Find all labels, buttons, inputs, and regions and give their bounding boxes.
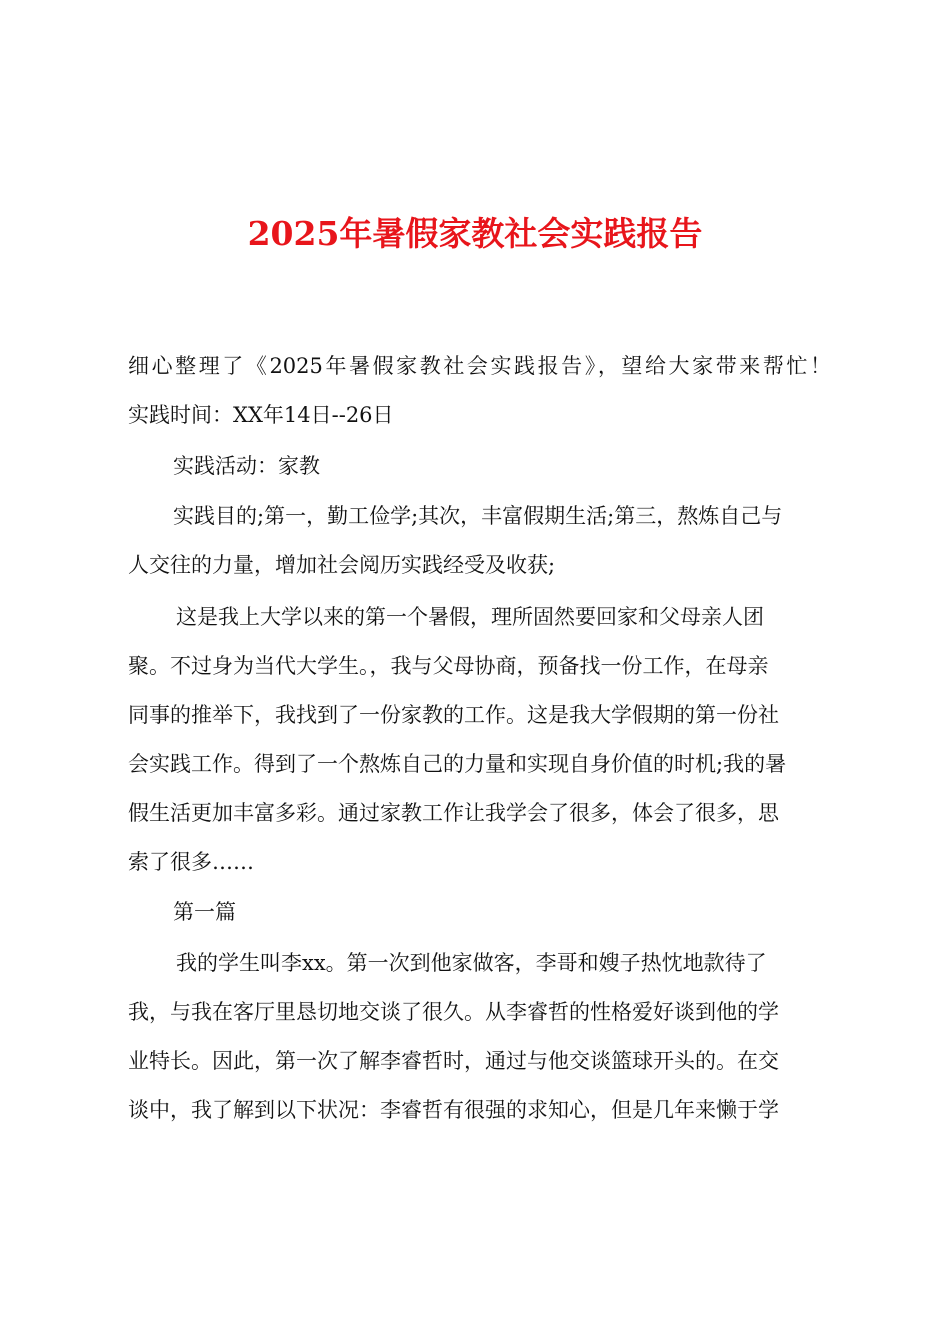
- intro-line: 细心整理了《2025年暑假家教社会实践报告》，望给大家带来帮忙！: [128, 354, 831, 378]
- section-heading: 第一篇: [173, 900, 236, 924]
- paragraph-line: 谈中，我了解到以下状况：李睿哲有很强的求知心，但是几年来懒于学: [128, 1098, 779, 1122]
- document-title: 2025年暑假家教社会实践报告: [247, 214, 703, 253]
- paragraph-line: 我，与我在客厅里恳切地交谈了很久。从李睿哲的性格爱好谈到他的学: [128, 1000, 779, 1024]
- practice-time-line: 实践时间：XX年14日--26日: [128, 403, 394, 427]
- paragraph-line: 我的学生叫李xx。第一次到他家做客，李哥和嫂子热忱地款待了: [176, 951, 767, 975]
- practice-activity-line: 实践活动：家教: [173, 454, 320, 478]
- paragraph-line: 假生活更加丰富多彩。通过家教工作让我学会了很多，体会了很多，思: [128, 801, 779, 825]
- paragraph-line: 这是我上大学以来的第一个暑假，理所固然要回家和父母亲人团: [176, 605, 764, 629]
- practice-purpose-line: 实践目的;第一，勤工俭学;其次，丰富假期生活;第三，熬炼自己与: [173, 504, 783, 528]
- paragraph-line: 索了很多……: [128, 850, 254, 874]
- practice-purpose-line-cont: 人交往的力量，增加社会阅历实践经受及收获;: [128, 553, 556, 577]
- paragraph-line: 同事的推举下，我找到了一份家教的工作。这是我大学假期的第一份社: [128, 703, 779, 727]
- paragraph-line: 业特长。因此，第一次了解李睿哲时，通过与他交谈篮球开头的。在交: [128, 1049, 779, 1073]
- paragraph-line: 会实践工作。得到了一个熬炼自己的力量和实现自身价值的时机;我的暑: [128, 752, 787, 776]
- paragraph-line: 聚。不过身为当代大学生。，我与父母协商，预备找一份工作，在母亲: [128, 654, 769, 678]
